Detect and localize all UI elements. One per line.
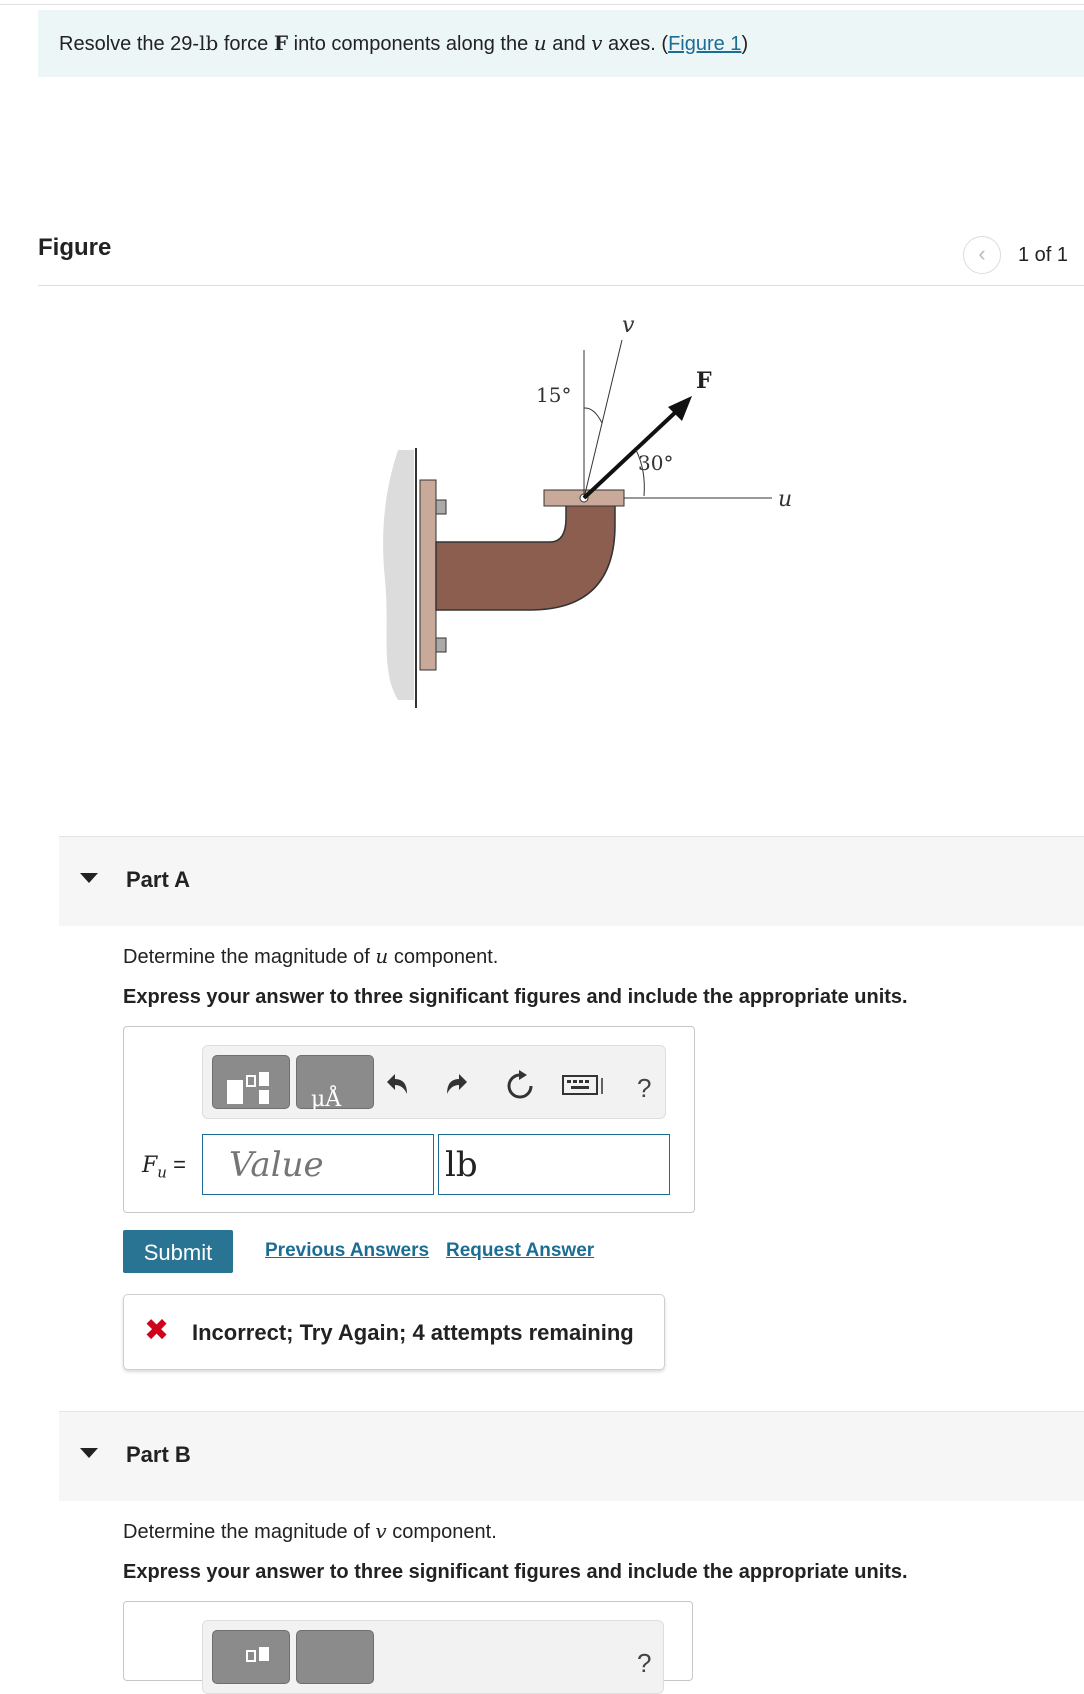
v-axis <box>584 340 622 498</box>
templates-icon <box>213 1631 291 1685</box>
caret-down-icon <box>80 873 98 883</box>
prompt-text-1: Resolve the 29- <box>59 33 200 55</box>
force-label: F <box>696 368 712 394</box>
bolt-1 <box>436 500 446 514</box>
prompt-text-3: into components along the <box>288 33 534 55</box>
figure-title: Figure <box>38 234 112 261</box>
prompt-force: F <box>273 31 289 55</box>
help-button[interactable]: ? <box>637 1073 652 1103</box>
equals-sign: = <box>173 1152 186 1177</box>
reset-icon[interactable] <box>503 1068 537 1102</box>
math-toolbar <box>202 1045 666 1119</box>
feedback-panel <box>123 1294 665 1370</box>
prompt-v: v <box>591 31 603 55</box>
previous-answers-link[interactable]: Previous Answers <box>265 1240 430 1261</box>
problem-statement <box>38 10 1084 77</box>
submit-button[interactable]: Submit <box>123 1230 233 1273</box>
part-a-answer-box <box>123 1026 695 1213</box>
angle-30-label: 30° <box>638 451 674 475</box>
templates-button[interactable] <box>212 1055 290 1109</box>
part-a-question <box>123 944 498 969</box>
chevron-left-icon: ‹ <box>978 241 986 266</box>
part-b-question-text: Determine the magnitude of <box>123 1521 376 1543</box>
redo-icon[interactable] <box>441 1068 475 1102</box>
prompt-unit: lb <box>199 31 219 55</box>
unit-input[interactable] <box>438 1134 670 1195</box>
part-b-answer-box <box>123 1601 693 1681</box>
part-b-header[interactable] <box>59 1411 1084 1501</box>
caret-down-icon <box>80 1448 98 1458</box>
part-a-question-end: component. <box>388 946 499 968</box>
bolt-3 <box>436 638 446 652</box>
units-button-b[interactable] <box>296 1630 374 1684</box>
svg-text:μÅ: μÅ <box>311 1087 342 1110</box>
help-button-b[interactable]: ? <box>637 1648 652 1678</box>
part-b-question-end: component. <box>386 1521 497 1543</box>
part-b-instruction: Express your answer to three significant figures and include the appropriate units. <box>123 1561 908 1583</box>
figure-divider <box>38 285 1084 286</box>
part-a-header[interactable] <box>59 836 1084 926</box>
figure-diagram <box>340 310 820 710</box>
prompt-text-4: and <box>546 33 592 55</box>
templates-button-b[interactable] <box>212 1630 290 1684</box>
part-a-question-text: Determine the magnitude of <box>123 946 376 968</box>
wall <box>383 450 414 700</box>
part-b-question <box>123 1519 497 1544</box>
feedback-message: Incorrect; Try Again; 4 attempts remaining <box>192 1320 634 1345</box>
var-base: F <box>142 1153 158 1178</box>
u-axis-label: u <box>778 487 793 512</box>
answer-variable-label <box>142 1152 186 1181</box>
prompt-text-2: force <box>218 33 274 55</box>
mount-plate <box>420 480 436 670</box>
units-button[interactable] <box>296 1055 374 1109</box>
prompt-text-5: axes. ( <box>602 33 669 55</box>
part-a-instruction: Express your answer to three significant figures and include the appropriate units. <box>123 986 908 1008</box>
math-toolbar-b <box>202 1620 664 1694</box>
angle-arc-15 <box>584 408 602 423</box>
figure-pager: 1 of 1 <box>1018 244 1069 266</box>
top-divider <box>0 4 1084 5</box>
part-b-title: Part B <box>126 1442 191 1467</box>
figure-link[interactable]: Figure 1 <box>668 33 742 55</box>
var-subscript: u <box>157 1163 167 1182</box>
undo-icon[interactable] <box>379 1068 413 1102</box>
figure-prev-button[interactable] <box>963 236 1001 274</box>
keyboard-icon[interactable] <box>561 1068 605 1102</box>
error-icon: ✖ <box>144 1314 170 1347</box>
value-input[interactable] <box>202 1134 434 1195</box>
angle-15-label: 15° <box>536 383 572 407</box>
request-answer-link[interactable]: Request Answer <box>446 1240 595 1261</box>
units-icon <box>297 1056 375 1110</box>
bracket-arm <box>436 505 615 610</box>
v-axis-label: v <box>622 313 635 338</box>
part-a-question-var: u <box>375 944 389 968</box>
prompt-u: u <box>533 31 547 55</box>
prompt-text-6: ) <box>741 33 749 55</box>
part-b-question-var: v <box>375 1519 387 1543</box>
templates-icon <box>213 1056 291 1110</box>
part-a-title: Part A <box>126 867 190 892</box>
